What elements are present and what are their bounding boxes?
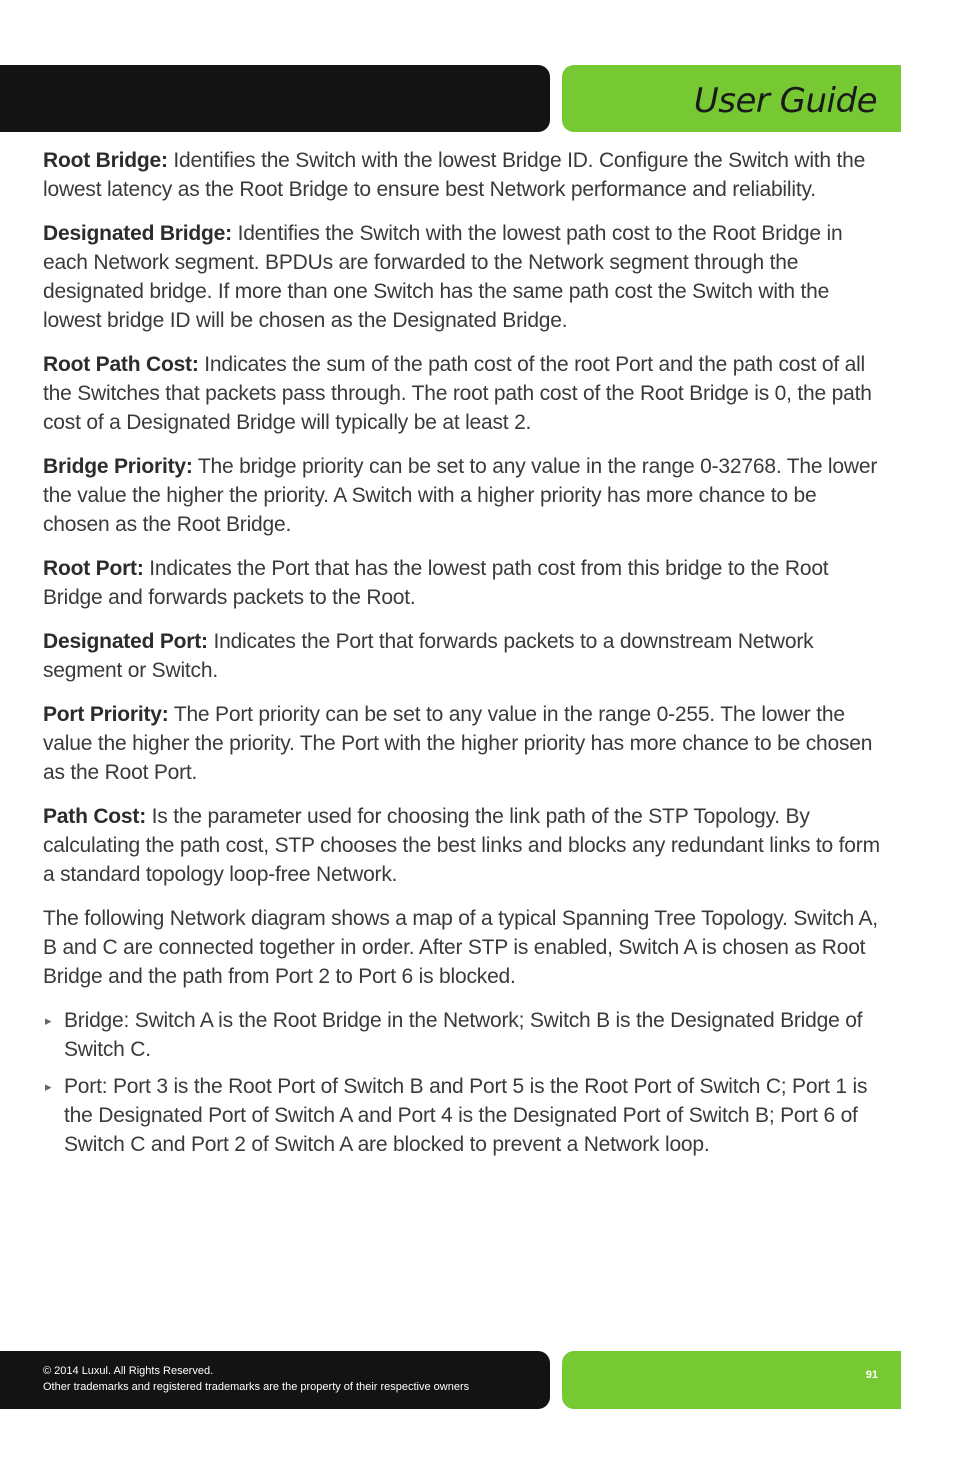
definition-text: Identifies the Switch with the lowest Bridge ID. Configure the Switch with the lowest latency as the Root Bridge to ensure best Network performance and reliability. <box>43 149 866 201</box>
footer-text <box>43 1363 469 1395</box>
definition-term: Path Cost: <box>43 805 147 828</box>
header-black-bar <box>0 65 550 132</box>
definition-paragraph <box>43 802 883 889</box>
header-green-bar <box>562 65 901 132</box>
definition-text: Identifies the Switch with the lowest path cost to the Root Bridge in each Network segment. BPDUs are forwarded to the Network segment through the designated bridge. If more than one Switch has the same path cost the Switch with the lowest bridge ID will be chosen as the Designated Bridge. <box>43 222 843 332</box>
list-item-text: Bridge: Switch A is the Root Bridge in the Network; Switch B is the Designated Bridge of Switch C. <box>64 1009 863 1061</box>
definition-text: Indicates the sum of the path cost of the root Port and the path cost of all the Switches that packets pass through. The root path cost of the Root Bridge is 0, the path cost of a Designated Bridge will typically be at least 2. <box>43 353 872 434</box>
page-number: 91 <box>865 1369 878 1381</box>
footer-green-bar <box>562 1351 901 1409</box>
definition-term: Designated Bridge: <box>43 222 232 245</box>
triangle-bullet-icon: ▸ <box>45 1013 52 1028</box>
definition-term: Root Port: <box>43 557 144 580</box>
definition-paragraph <box>43 219 883 335</box>
main-content <box>43 146 883 1167</box>
definition-text: Is the parameter used for choosing the link path of the STP Topology. By calculating the path cost, STP chooses the best links and blocks any redundant links to form a standard topology loop-free Network. <box>43 805 880 886</box>
definition-paragraph <box>43 700 883 787</box>
list-item <box>43 1006 883 1064</box>
trademark-text: Other trademarks and registered trademarks are the property of their respective owners <box>43 1381 470 1393</box>
definition-text: Indicates the Port that has the lowest path cost from this bridge to the Root Bridge and forwards packets to the Root. <box>43 557 829 609</box>
definition-paragraph <box>43 350 883 437</box>
triangle-bullet-icon: ▸ <box>45 1079 52 1094</box>
definition-paragraph <box>43 146 883 204</box>
definition-paragraph <box>43 554 883 612</box>
page-title: User Guide <box>693 81 877 121</box>
definition-text: The bridge priority can be set to any value in the range 0-32768. The lower the value the higher the priority. A Switch with a higher priority has more chance to be chosen as the Root Bridge. <box>43 455 878 536</box>
copyright-text: © 2014 Luxul. All Rights Reserved. <box>43 1365 214 1377</box>
definition-term: Root Bridge: <box>43 149 168 172</box>
definition-paragraph <box>43 452 883 539</box>
definition-paragraph <box>43 627 883 685</box>
definition-term: Root Path Cost: <box>43 353 199 376</box>
intro-paragraph: The following Network diagram shows a map of a typical Spanning Tree Topology. Switch A, B and C are connected together in order. After STP is enabled, Switch A is chosen as Root Bridge and the path from Port 2 to Port 6 is blocked. <box>43 907 878 988</box>
definition-term: Port Priority: <box>43 703 169 726</box>
bullet-list <box>43 1006 883 1159</box>
list-item-text: Port: Port 3 is the Root Port of Switch B and Port 5 is the Root Port of Switch C; Port 1 is the Designated Port of Switch A and Port 4 is the Designated Port of Switch B; Port 6 of Switch C and Port 2 of Switch A are blocked to prevent a Network loop. <box>64 1075 868 1156</box>
definition-term: Bridge Priority: <box>43 455 193 478</box>
definition-text: Indicates the Port that forwards packets to a downstream Network segment or Switch. <box>43 630 814 682</box>
footer-black-bar <box>0 1351 550 1409</box>
definition-text: The Port priority can be set to any value in the range 0-255. The lower the value the higher the priority. The Port with the higher priority has more chance to be chosen as the Root Port. <box>43 703 873 784</box>
list-item <box>43 1072 883 1159</box>
definition-term: Designated Port: <box>43 630 208 653</box>
